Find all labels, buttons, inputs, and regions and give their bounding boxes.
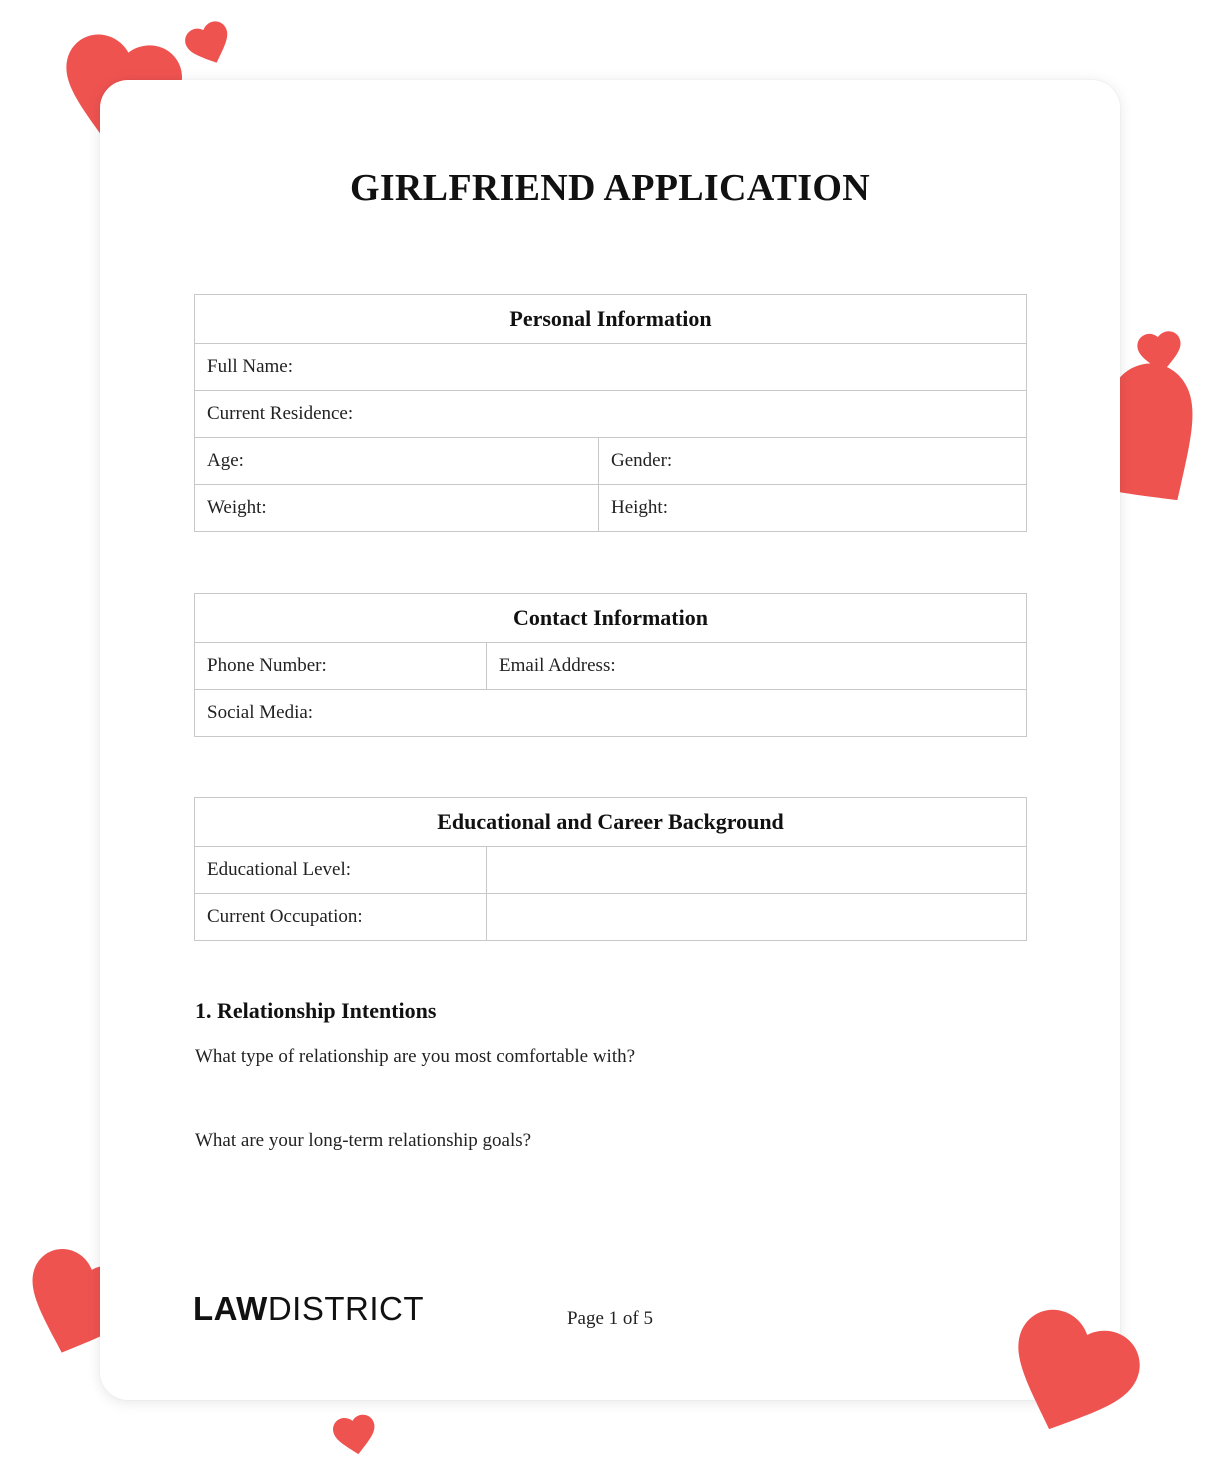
logo-light-text: DISTRICT bbox=[267, 1290, 424, 1327]
age-field[interactable]: Age: bbox=[195, 438, 599, 485]
current-occupation-label: Current Occupation: bbox=[195, 894, 487, 941]
current-residence-field[interactable]: Current Residence: bbox=[195, 391, 1027, 438]
height-field[interactable]: Height: bbox=[599, 485, 1027, 532]
relationship-question-2: What are your long-term relationship goals? bbox=[195, 1130, 532, 1151]
document-title: GIRLFRIEND APPLICATION bbox=[349, 167, 870, 209]
personal-information-table bbox=[194, 294, 1027, 532]
email-address-field[interactable]: Email Address: bbox=[487, 643, 1027, 690]
relationship-question-1: What type of relationship are you most comfortable with? bbox=[195, 1046, 636, 1067]
social-media-field[interactable]: Social Media: bbox=[195, 690, 1027, 737]
full-name-field[interactable]: Full Name: bbox=[195, 344, 1027, 391]
current-occupation-input[interactable] bbox=[487, 894, 1027, 941]
section-heading: Contact Information bbox=[195, 594, 1027, 643]
weight-field[interactable]: Weight: bbox=[195, 485, 599, 532]
relationship-intentions-heading: 1. Relationship Intentions bbox=[195, 998, 437, 1023]
phone-number-field[interactable]: Phone Number: bbox=[195, 643, 487, 690]
education-career-table bbox=[194, 797, 1027, 941]
heart-icon bbox=[326, 1406, 384, 1464]
section-heading: Educational and Career Background bbox=[195, 798, 1027, 847]
educational-level-input[interactable] bbox=[487, 847, 1027, 894]
page-number: Page 1 of 5 bbox=[566, 1308, 653, 1329]
logo-bold-text: LAW bbox=[193, 1290, 268, 1327]
document-page bbox=[100, 80, 1120, 1400]
educational-level-label: Educational Level: bbox=[195, 847, 487, 894]
contact-information-table bbox=[194, 593, 1027, 737]
gender-field[interactable]: Gender: bbox=[599, 438, 1027, 485]
section-heading: Personal Information bbox=[195, 295, 1027, 344]
